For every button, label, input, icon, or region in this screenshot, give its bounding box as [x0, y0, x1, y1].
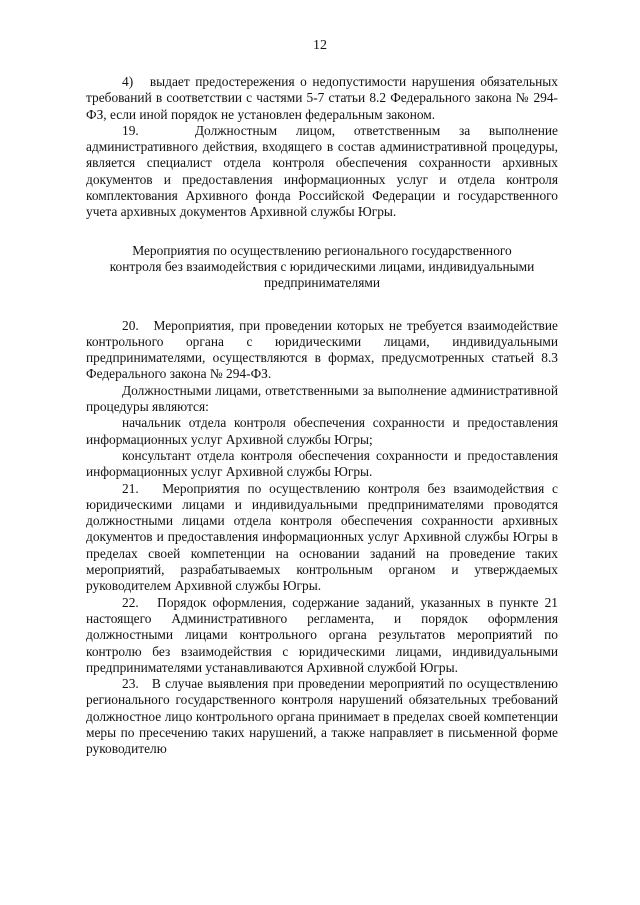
paragraph-19: 19. Должностным лицом, ответственным за выполнение административного действия, входящего в состав административной процедуры, является специалист отдела контроля обеспечения сохранности архивных документов и предоставления информационных услуг и отдела контроля комплектования Архивного фонда Российской Федерации и государственного учета архивных документов Архивной службы Югры.: [86, 122, 558, 220]
paragraph-23: 23. В случае выявления при проведении мероприятий по осуществлению регионального государственного контроля нарушений обязательных требований должностное лицо контрольного органа принимает в пределах своей компетенции меры по пресечению таких нарушений, а также направляет в письменной форме руководителю: [86, 676, 558, 757]
section-heading-line: предпринимателями: [263, 275, 381, 291]
section-heading: [86, 243, 558, 292]
paragraph-20: 20. Мероприятия, при проведении которых не требуется взаимодействие контрольного органа с юридическими лицами, индивидуальными предпринимателями, осуществляются в формах, предусмотренных статьей 8.3 Федерального закона № 294-ФЗ.: [86, 317, 558, 382]
paragraph-consultant: консультант отдела контроля обеспечения сохранности и предоставления информационных услуг Архивной службы Югры.: [86, 447, 558, 480]
section-heading-line: контроля без взаимодействия с юридическими лицами, индивидуальными: [109, 258, 535, 274]
paragraph-responsible-persons: Должностными лицами, ответственными за выполнение административной процедуры являются:: [86, 382, 558, 415]
paragraph-22: 22. Порядок оформления, содержание заданий, указанных в пункте 21 настоящего Административного регламента, и порядок оформления должностными лицами контрольного органа результатов мероприятий по контролю без взаимодействия с юридическими лицами, индивидуальными предпринимателями устанавливаются Архивной службой Югры.: [86, 594, 558, 675]
section-heading-line: Мероприятия по осуществлению регионального государственного: [132, 242, 512, 258]
paragraph-21: 21. Мероприятия по осуществлению контроля без взаимодействия с юридическими лицами и индивидуальными предпринимателями проводятся должностными лицами отдела контроля обеспечения сохранности архивных документов и предоставления информационных услуг Архивной службы Югры в пределах своей компетенции на основании заданий на проведение таких мероприятий, разрабатываемых контрольным органом и утверждаемых руководителем Архивной службы Югры.: [86, 480, 558, 594]
page-number: 12: [313, 38, 327, 53]
paragraph-head-of-department: начальник отдела контроля обеспечения сохранности и предоставления информационных услуг Архивной службы Югры;: [86, 415, 558, 447]
document-body: [86, 74, 558, 758]
paragraph-item-4: 4) выдает предостережения о недопустимости нарушения обязательных требований в соответствии с частями 5-7 статьи 8.2 Федерального закона № 294-ФЗ, если иной порядок не установлен федеральным законом.: [86, 74, 558, 122]
